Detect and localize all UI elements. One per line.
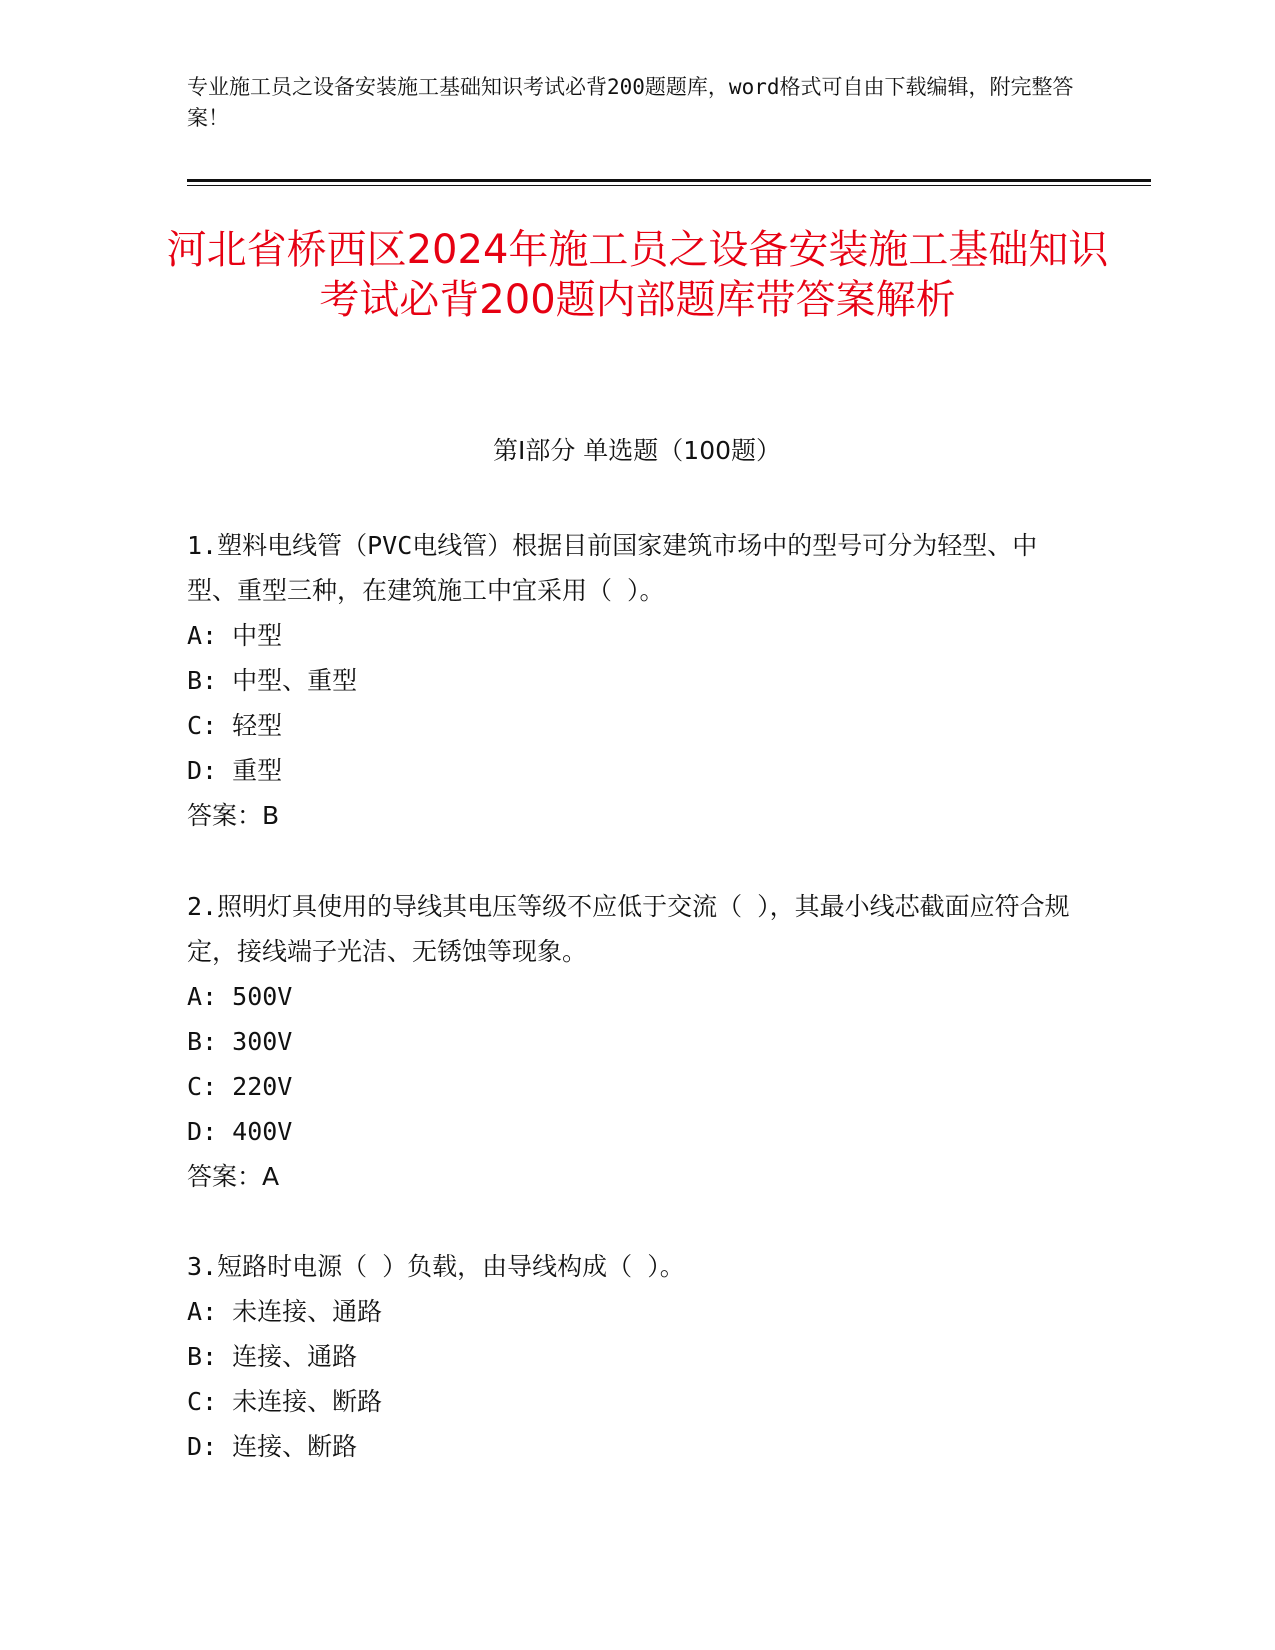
option-a: A: 未连接、通路 bbox=[187, 1297, 383, 1326]
question-3 bbox=[187, 1244, 1087, 1469]
option-b: B: 中型、重型 bbox=[187, 666, 358, 695]
question-1 bbox=[187, 523, 1087, 838]
header-rule-thick bbox=[187, 179, 1151, 182]
option-d: D: 连接、断路 bbox=[187, 1432, 358, 1461]
option-a: A: 500V bbox=[187, 982, 293, 1011]
answer: 答案：A bbox=[187, 1162, 280, 1191]
option-b: B: 连接、通路 bbox=[187, 1342, 358, 1371]
option-d: D: 重型 bbox=[187, 756, 283, 785]
question-text: 1.塑料电线管（PVC电线管）根据目前国家建筑市场中的型号可分为轻型、中型、重型三种，在建筑施工中宜采用（ ）。 bbox=[187, 531, 1038, 605]
document-title: 河北省桥西区2024年施工员之设备安装施工基础知识考试必背200题内部题库带答案解析 bbox=[166, 227, 1109, 323]
question-2 bbox=[187, 884, 1087, 1199]
option-c: C: 轻型 bbox=[187, 711, 283, 740]
question-text: 3.短路时电源（ ）负载，由导线构成（ ）。 bbox=[187, 1252, 685, 1281]
header-note: 专业施工员之设备安装施工基础知识考试必背200题题库，word格式可自由下载编辑，附完整答案！ bbox=[187, 75, 1074, 130]
option-c: C: 220V bbox=[187, 1072, 293, 1101]
option-a: A: 中型 bbox=[187, 621, 283, 650]
question-text: 2.照明灯具使用的导线其电压等级不应低于交流（ ），其最小线芯截面应符合规定，接线端子光洁、无锈蚀等现象。 bbox=[187, 892, 1070, 966]
answer: 答案：B bbox=[187, 801, 280, 830]
section-title: 第I部分 单选题（100题） bbox=[492, 436, 782, 465]
option-d: D: 400V bbox=[187, 1117, 293, 1146]
option-c: C: 未连接、断路 bbox=[187, 1387, 383, 1416]
header-rule-thin bbox=[187, 185, 1151, 186]
option-b: B: 300V bbox=[187, 1027, 293, 1056]
